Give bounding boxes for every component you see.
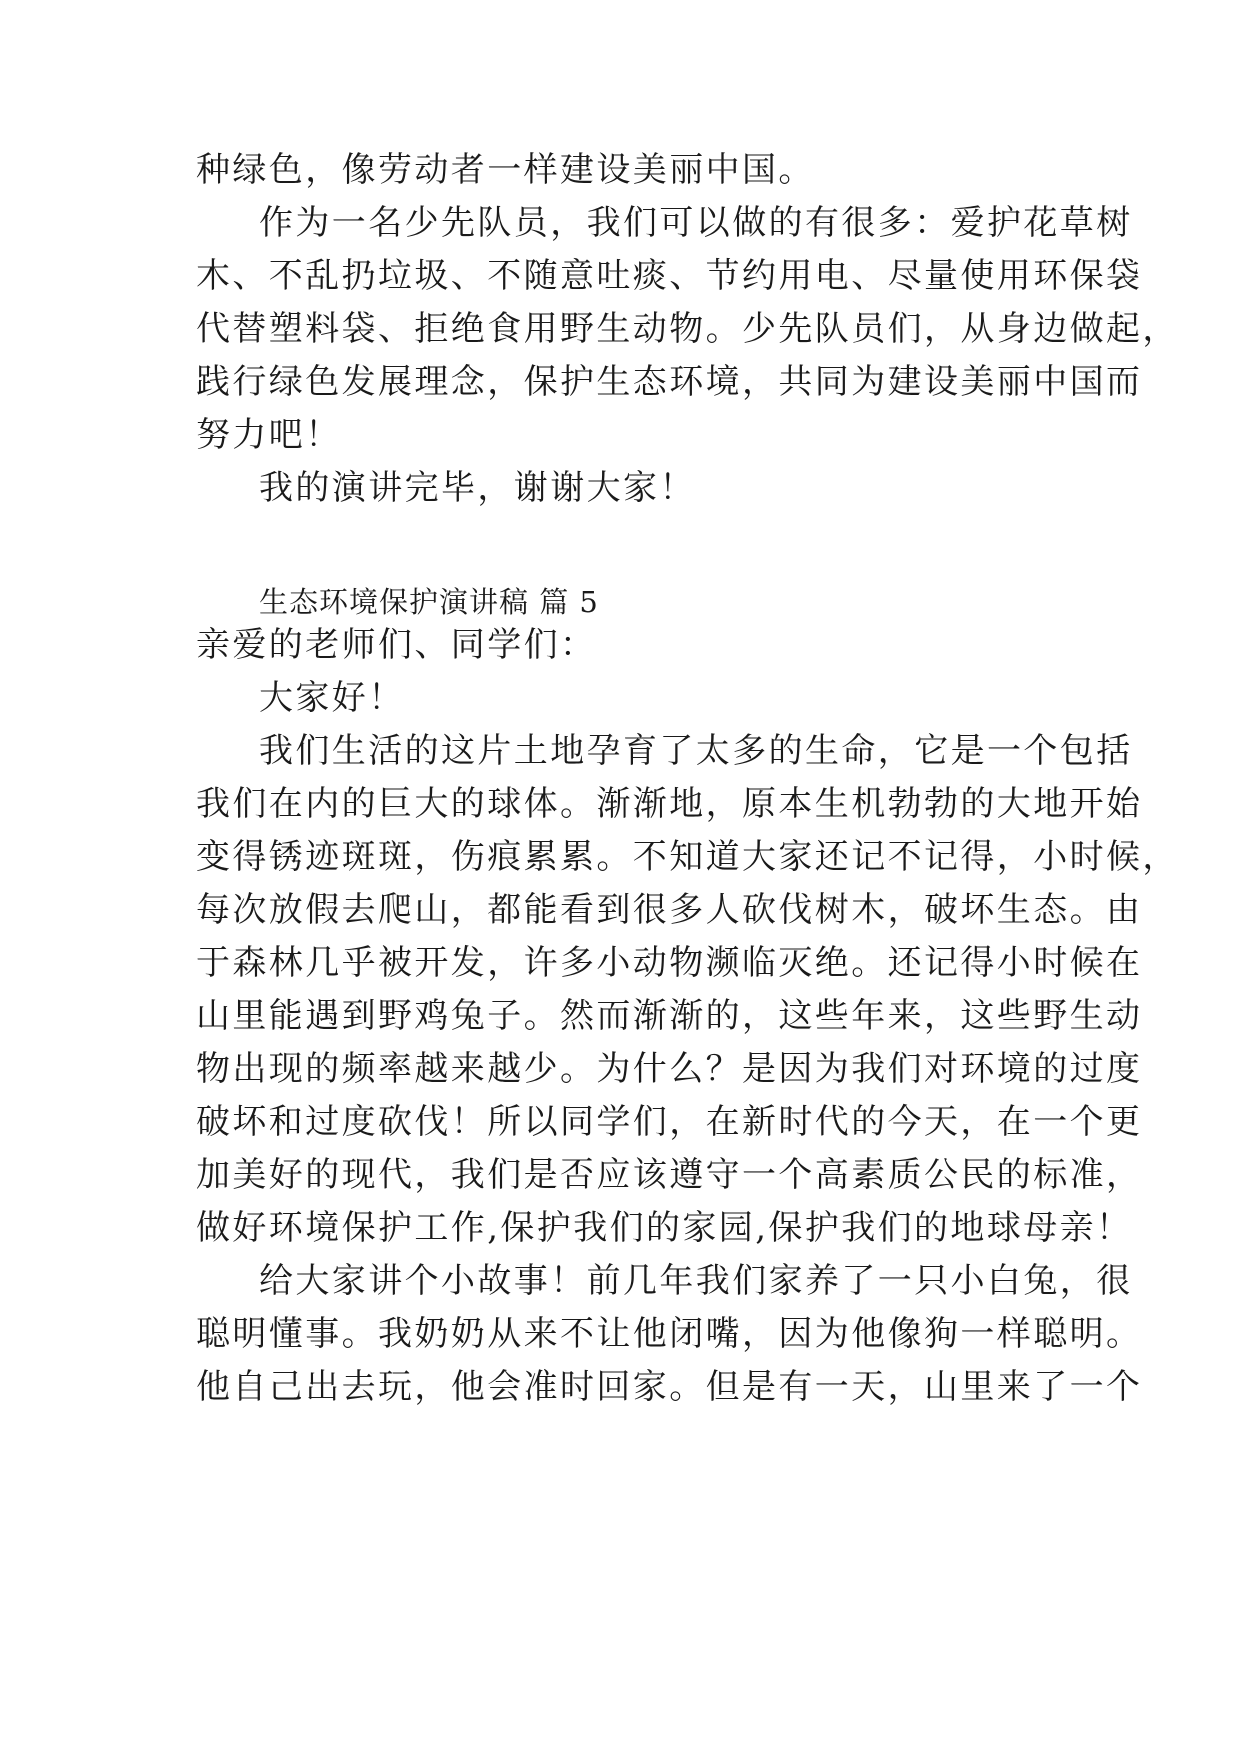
- text-line: 种绿色，像劳动者一样建设美丽中国。: [196, 150, 815, 190]
- closing-line: 我的演讲完毕，谢谢大家！: [259, 468, 696, 508]
- text-line: 努力吧！: [196, 415, 342, 455]
- greeting: 大家好！: [259, 678, 405, 718]
- salutation: 亲爱的老师们、同学们：: [196, 625, 597, 665]
- text-line: 践行绿色发展理念，保护生态环境，共同为建设美丽中国而: [196, 362, 1143, 402]
- text-line: 于森林几乎被开发，许多小动物濒临灭绝。还记得小时候在: [196, 943, 1143, 983]
- text-line: 破坏和过度砍伐！所以同学们，在新时代的今天，在一个更: [196, 1102, 1143, 1142]
- text-line: 代替塑料袋、拒绝食用野生动物。少先队员们，从身边做起，: [196, 309, 1179, 349]
- text-line: 他自己出去玩，他会准时回家。但是有一天，山里来了一个: [196, 1367, 1143, 1407]
- text-line: 每次放假去爬山，都能看到很多人砍伐树木，破坏生态。由: [196, 890, 1143, 930]
- text-line: 木、不乱扔垃圾、不随意吐痰、节约用电、尽量使用环保袋: [196, 256, 1143, 296]
- text-line: 加美好的现代，我们是否应该遵守一个高素质公民的标准，: [196, 1155, 1143, 1195]
- paragraph-start-line: 给大家讲个小故事！前几年我们家养了一只小白兔，很: [259, 1261, 1133, 1301]
- text-line: 变得锈迹斑斑，伤痕累累。不知道大家还记不记得，小时候，: [196, 837, 1179, 877]
- text-line: 我们在内的巨大的球体。渐渐地，原本生机勃勃的大地开始: [196, 784, 1143, 824]
- text-line: 聪明懂事。我奶奶从来不让他闭嘴，因为他像狗一样聪明。: [196, 1314, 1143, 1354]
- text-line: 做好环境保护工作,保护我们的家园,保护我们的地球母亲！: [196, 1208, 1133, 1248]
- text-line: 山里能遇到野鸡兔子。然而渐渐的，这些年来，这些野生动: [196, 996, 1143, 1036]
- text-line: 物出现的频率越来越少。为什么？是因为我们对环境的过度: [196, 1049, 1143, 1089]
- paragraph-start-line: 作为一名少先队员，我们可以做的有很多：爱护花草树: [259, 203, 1133, 243]
- paragraph-start-line: 我们生活的这片土地孕育了太多的生命，它是一个包括: [259, 731, 1133, 771]
- section-heading: 生态环境保护演讲稿 篇 5: [259, 585, 599, 619]
